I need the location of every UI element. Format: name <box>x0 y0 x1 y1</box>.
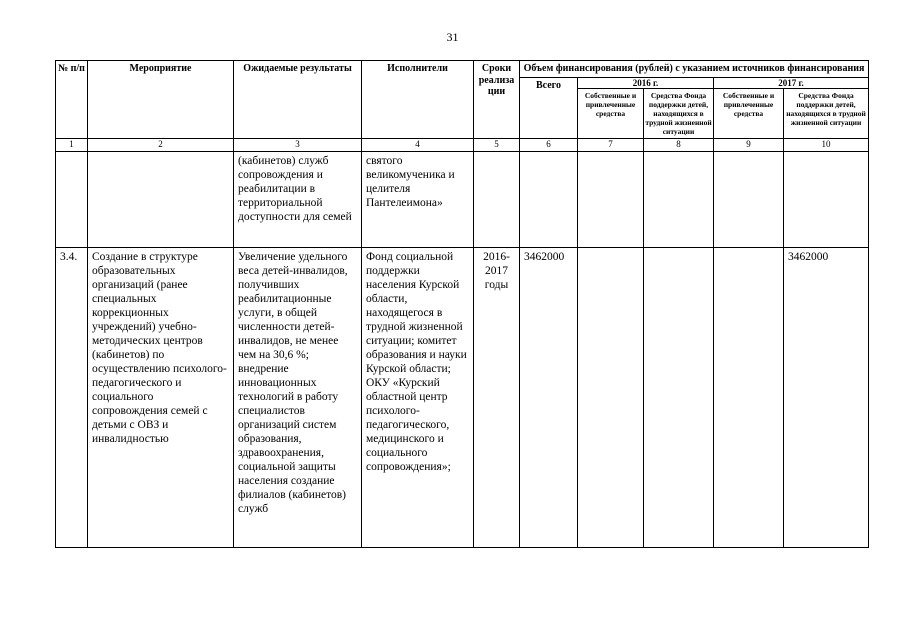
cell-own-2016 <box>578 151 644 247</box>
column-number-10: 10 <box>784 138 869 151</box>
cell-fund-2016 <box>644 151 714 247</box>
col-header-results: Ожидаемые результаты <box>234 61 362 139</box>
financing-table <box>55 60 869 548</box>
cell-terms: 2016-2017 годы <box>474 247 520 547</box>
cell-activity: Создание в структуре образовательных организаций (ранее специальных коррекционных учреждений) учебно-методических центров (кабинетов) по осуществлению психолого-педагогического и социального сопровождения семей с детьми с ОВЗ и инвалидностью <box>88 247 234 547</box>
col-header-2016: 2016 г. <box>578 77 714 88</box>
col-header-own-funds-2016: Собственные и привлеченные средства <box>578 88 644 138</box>
cell-results: (кабинетов) служб сопровождения и реабилитации в территориальной доступности для семей <box>234 151 362 247</box>
cell-results: Увеличение удельного веса детей-инвалидов, получивших реабилитационные услуги, в общей численности детей-инвалидов, не менее чем на 30,6 %; внедрение инновационных технологий в работу специалистов организаций систем образования, здравоохранения, социальной защиты населения создание филиалов (кабинетов) служб <box>234 247 362 547</box>
cell-executors: Фонд социальной поддержки населения Курской области, находящегося в трудной жизненной ситуации; комитет образования и науки Курской области; ОКУ «Курский областной центр психолого-педагогического, медицинского и социального сопровождения»; <box>362 247 474 547</box>
col-header-total: Всего <box>520 77 578 138</box>
column-number-5: 5 <box>474 138 520 151</box>
column-number-7: 7 <box>578 138 644 151</box>
col-header-own-funds-2017: Собственные и привлеченные средства <box>714 88 784 138</box>
cell-total <box>520 151 578 247</box>
col-header-activity: Мероприятие <box>88 61 234 139</box>
cell-fund-2017: 3462000 <box>784 247 869 547</box>
table-row-continuation <box>56 151 869 247</box>
col-header-fund-2017: Средства Фонда поддержки детей, находящихся в трудной жизненной ситуации <box>784 88 869 138</box>
column-number-1: 1 <box>56 138 88 151</box>
col-header-num: № п/п <box>56 61 88 139</box>
cell-own-2017 <box>714 151 784 247</box>
table-row-3-4 <box>56 247 869 547</box>
column-number-9: 9 <box>714 138 784 151</box>
col-header-fund-2016: Средства Фонда поддержки детей, находящихся в трудной жизненной ситуации <box>644 88 714 138</box>
column-number-2: 2 <box>88 138 234 151</box>
page-number: 31 <box>446 30 459 44</box>
column-number-row <box>56 138 869 151</box>
col-header-financing: Объем финансирования (рублей) с указанием источников финансирования <box>520 61 869 78</box>
cell-own-2016 <box>578 247 644 547</box>
col-header-terms: Сроки реализации <box>474 61 520 139</box>
cell-fund-2017 <box>784 151 869 247</box>
cell-num: 3.4. <box>56 247 88 547</box>
cell-terms <box>474 151 520 247</box>
column-number-3: 3 <box>234 138 362 151</box>
column-number-8: 8 <box>644 138 714 151</box>
cell-fund-2016 <box>644 247 714 547</box>
cell-executors: святого великомученика и целителя Пантелеимона» <box>362 151 474 247</box>
col-header-2017: 2017 г. <box>714 77 869 88</box>
column-number-4: 4 <box>362 138 474 151</box>
header-row-main <box>56 61 869 78</box>
col-header-executors: Исполнители <box>362 61 474 139</box>
cell-own-2017 <box>714 247 784 547</box>
cell-activity <box>88 151 234 247</box>
cell-total: 3462000 <box>520 247 578 547</box>
column-number-6: 6 <box>520 138 578 151</box>
cell-num <box>56 151 88 247</box>
